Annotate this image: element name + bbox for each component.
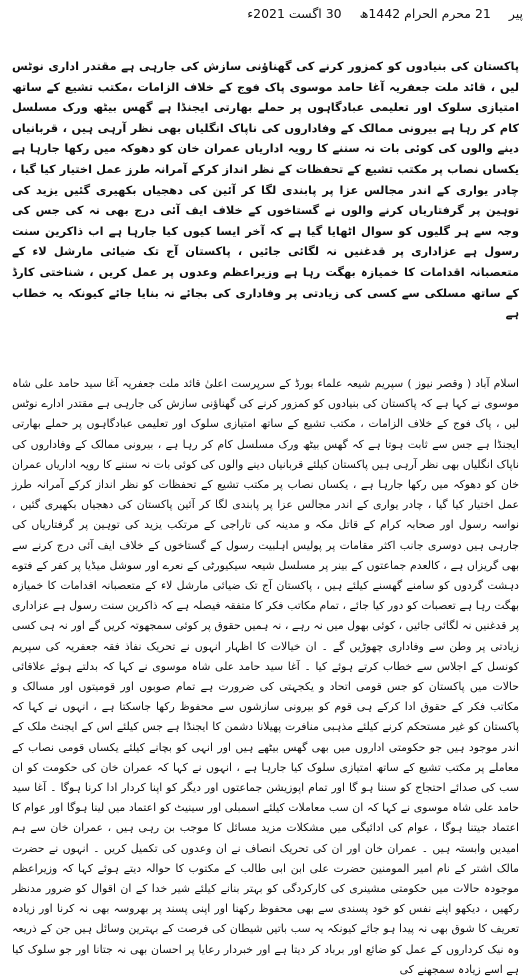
dateline bbox=[8, 6, 523, 22]
headline-block bbox=[12, 56, 519, 324]
article-body-text: اسلام آباد ( وقصر نیوز ) سپریم شیعہ علماء بورڈ کے سرپرست اعلیٰ قائد ملت جعفریہ آغا سید حامد علی شاہ موسوی نے کہا ہے کہ پاکستان کی بنیادوں کو کمزور کرنے کی گھناؤنی سازش کی جارہی ہے مقتدر ادارے نوٹس لیں ، پاک فوج کے خلاف الزامات ، مکتب تشیع کے ساتھ امتیازی سلوک اور تعلیمی عبادگاہوں پر حملے بھارتی ایجنڈا ہے جس سے ثابت ہوتا ہے کہ گھس بیٹھ ورک مسلسل کام کر رہا ہے ، بیرونی ممالک کے وفاداروں کی ناپاک انگلیاں بھی نظر آرہی ہیں پاکستان کیلئے قربانیاں دینے والوں کی کوئی بات نہ سننے کا رویہ اداریاں عمران خان کو دھوکہ میں رکھا جارہا ہے ، یکساں نصاب پر مکتب تشیع کے تحفظات کو نظر انداز کرکے آمرانہ طرز عمل اختیار کیا گیا ، چادر یواری کے اندر مجالس عزا پر پابندی لگا کر آئین پاکستان کی دھجیاں بکھیری گئیں ، نواسہ رسول اور صحابہ کرام کے قاتل مکہ و مدینہ کی تاراجی کے مرتکب یزید کی توہین پر گرفتاریاں کی جارہی ہیں دوسری جانب اکثر مقامات پر پولیس اہلبیت رسول کے گستاخوں کے خلاف ایف آئی درج کرنے سے بھی گریزاں ہے ، کالعدم جماعتوں کے بینر پر مسلسل شیعہ سیکیورٹی کے نعرے اور سوشل میڈیا پر کفر کے فتوے دہشت گردوں کو سامنے گھسنے کیلئے ہیں ، پاکستان آج تک ضیائی مارشل لاء کے متعصبانہ اقدامات کا خمیازہ بھگت رہا ہے تعصبات کو دور کیا جائے ، تمام مکاتب فکر کا متفقہ فیصلہ ہے کہ ذاکرین سنت رسول ہے عزاداری پر قدغنیں نہ لگائی جائیں ، کوئی بھول میں نہ رہے ، نہ ہمیں حقوق پر کوئی سمجھوتہ کریں گے اور نہ ہی کسی زیادتی پر وطن سے وفاداری چھوڑیں گے ۔ ان خیالات کا اظہار انہوں نے تحریک نفاذ فقہ جعفریہ کی سپریم کونسل کے اجلاس سے خطاب کرتے ہوئے کیا ۔ آغا سید حامد علی شاہ موسوی نے کہا کہ بدلتے ہوئے علاقائی حالات میں پاکستان کو جس قومی اتحاد و یکجہتی کی ضرورت ہے تمام صوبوں اور قومیتوں اور مسالک و مکاتب فکر کے حقوق ادا کرکے ہی قوم کو بیرونی سازشوں سے محفوظ رکھا جاسکتا ہے ، انہوں نے کہا کہ پاکستان کو غیر مستحکم کرنے کیلئے مذہبی منافرت پھیلانا دشمن کا ایجنڈا ہے جس کیلئے اس کے ایجنٹ ملک کے اندر موجود ہیں جو حکومتی اداروں میں بھی گھس بیٹھے ہیں اور انہی کو بچانے کیلئے یکساں قومی نصاب کے معاملے پر مکتب تشیع کے ساتھ امتیازی سلوک کیا جارہا ہے ، انہوں نے کہا کہ عمران خان کی حکومت کو ان سب کی صدائے احتجاج کو سننا ہو گا اور تمام اپوزیشن جماعتوں اور دیگر کو اپنا کردار ادا کرنا ہوگا ۔ آغا سید حامد علی شاہ موسوی نے کہا کہ ان سب معاملات کیلئے اسمبلی اور سینیٹ کو اعتماد میں لینا ہوگا اور عوام کا اعتماد جیتنا ہوگا ، عوام کی ادائیگی میں مشکلات مزید مسائل کا موجب بن رہی ہیں ، عمران خان سے ہم امیدیں وابستہ ہیں ۔ عمران خان اور ان کی تحریک انصاف نے ان وعدوں کی تکمیل کریں ۔ انہوں نے حضرت مالک اشتر کے نام امیر المومنین حضرت علی ابن ابی طالب کے مکتوب کا حوالہ دیتے ہوئے کہا کہ وزیراعظم موجودہ حالات میں حکومتی مشینری کی کارکردگی کو بہتر بنانے کیلئے شیر خدا کے ان اقوال کو ضرور مدنظر رکھیں ، دیکھو اپنے نفس کو خود پسندی سے بھی محفوظ رکھنا اور اپنی پسند پر بھروسہ بھی نہ کرنا اور زیادہ تعریف کا شوق بھی نہ پیدا ہو جائے کیونکہ یہ سب باتیں شیطان کی فرصت کے بہترین وسائل ہیں جن کے ذریعہ وہ نیک کرداروں کے عمل کو ضائع اور برباد کر دیتا ہے اور خبردار رعایا پر احسان بھی نہ جتانا اور جو سلوک کیا ہے اسے زیادہ سمجھنے کی bbox=[12, 377, 519, 976]
dateline-day: پیر bbox=[508, 6, 523, 21]
dateline-gregorian-date: 30 اگست 2021ء bbox=[247, 6, 342, 21]
article-body bbox=[12, 374, 519, 980]
headline-text: پاکستان کی بنیادوں کو کمزور کرنے کی گھناؤنی سازش کی جارہی ہے مقتدر اداری نوٹس لیں ، قائد ملت جعفریہ آغا حامد موسوی پاک فوج کے خلاف الزامات ،مکتب تشیع کے ساتھ امتیازی سلوک اور تعلیمی عبادگاہوں پر حملے بھارتی ایجنڈا ہے گھس بیٹھ ورک مسلسل کام کر رہا ہے بیرونی ممالک کے وفاداروں کی ناپاک انگلیاں بھی نظر آرہی ہیں ، قربانیاں دینے والوں کی کوئی بات نہ سننے کا رویہ اداریاں عمران خان کو دھوکہ میں رکھا جارہا ہے یکساں نصاب پر مکتب تشیع کے تحفظات کے نظر انداز کرکے آمرانہ طرز عمل اختیار کیا گیا ، چادر یواری کے اندر مجالس عزا پر پابندی لگا کر آئین کی دھجیاں بکھیری گئیں یزید کی توہین پر گرفتاریاں کرنے والوں نے گستاخوں کے خلاف ایف آئی درج بھی نہ کی جس کی وجہ سے ہر گلیوں کو سوال اٹھایا گیا ہے کہ آخر ایسا کیوں کیا جارہا ہے اب ذاکرین سنت رسول ہے عزاداری پر قدغنیں نہ لگائی جائیں ، پاکستان آج تک ضیائی مارشل لاء کے متعصبانہ اقدامات کا خمیازہ بھگت رہا ہے وزیراعظم وعدوں پر عمل کریں ، شناختی کارڈ کے ساتھ مسلکی سے کسی کی زیادتی پر وفاداری کی بجائے نہ بنایا جائے کیونکہ یہ خطاب ہے bbox=[12, 59, 519, 321]
dateline-hijri-date: 21 محرم الحرام 1442ھ bbox=[359, 6, 491, 21]
